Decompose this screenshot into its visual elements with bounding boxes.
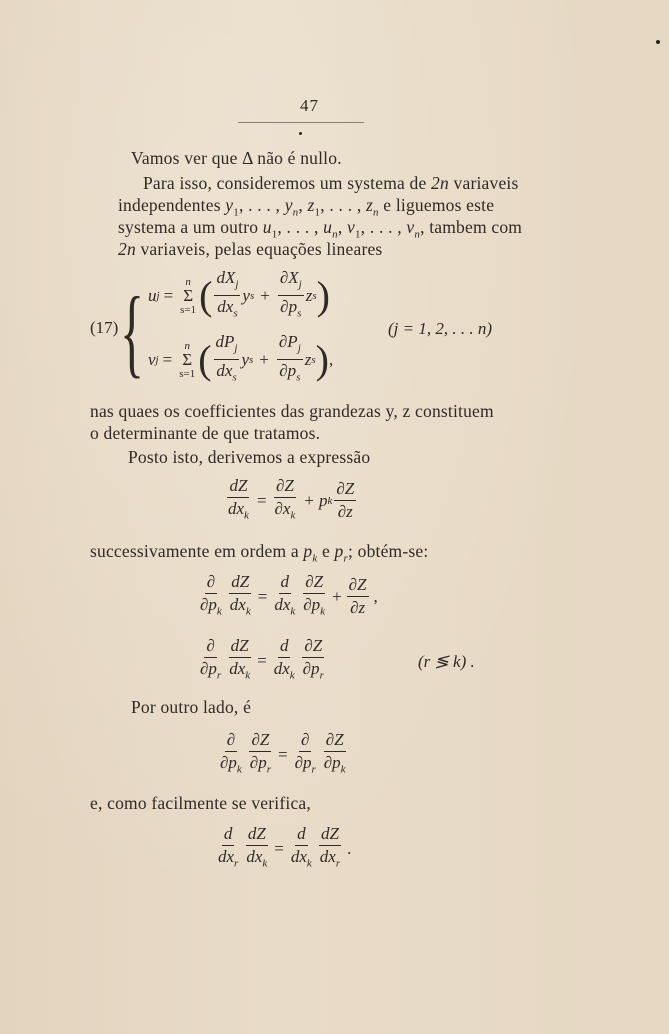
math-span: y: [284, 195, 293, 215]
math-span: u: [323, 217, 333, 237]
subscript: 1: [354, 228, 361, 241]
math-span: v: [346, 217, 355, 237]
numerator: dZ: [229, 636, 251, 658]
math-symbol: s=1: [179, 367, 196, 380]
equation-condition: (r ≶ k) .: [418, 652, 475, 671]
sigma-operator: [180, 276, 196, 316]
math-symbol: dP: [215, 332, 235, 351]
math-symbol: ∂p: [200, 595, 217, 614]
denominator: [301, 658, 326, 685]
text-span: , . . . ,: [360, 217, 407, 237]
text-span: ; obtém-se:: [347, 541, 429, 561]
denominator: $\partial x_k$: [274, 499, 296, 522]
subscript: 1: [233, 206, 239, 219]
subscript: r: [311, 763, 316, 776]
denominator: [214, 360, 238, 387]
numerator: ∂Z: [324, 730, 346, 752]
subscript: j: [155, 353, 159, 366]
subscript: s: [296, 371, 301, 384]
subscript: r: [266, 763, 271, 776]
equation-dZ: $\frac{dZ}{dx_k}$ = $\frac{\partial Z}{\partial x_k}$ + p k $\frac{\partial Z}{\partial z}$: [224, 476, 358, 525]
text-line: Vamos ver que Δ não é nullo.: [131, 148, 342, 168]
subscript: s: [311, 353, 316, 366]
text-span: ,: [298, 195, 308, 215]
text-span: , . . . ,: [320, 195, 366, 215]
numerator: ∂: [299, 730, 311, 752]
fraction: [301, 572, 327, 621]
numerator: dZ: [229, 572, 251, 594]
numerator: [277, 332, 303, 360]
numerator: d: [278, 636, 291, 658]
math-symbol: ∂p: [280, 297, 298, 317]
math-symbol: Σ: [182, 349, 193, 369]
fraction: [218, 730, 244, 779]
math-symbol: dx: [290, 847, 307, 866]
fraction: [277, 332, 303, 388]
fraction: [301, 636, 326, 685]
text-line: o determinante de que tratamos.: [90, 423, 321, 443]
math-span: 2n: [431, 173, 449, 193]
denominator: [228, 594, 253, 621]
text-span: , . . . ,: [238, 195, 285, 215]
math-span: v: [406, 217, 415, 237]
denominator: [227, 658, 252, 685]
numerator: ∂Z: [347, 575, 369, 597]
text-line: successivamente em ordem a $p_k$ e $p_r$; obtém-se:: [90, 541, 429, 565]
paren-close: ): [315, 337, 329, 383]
denominator: ∂z: [350, 598, 366, 618]
equation-u: [148, 268, 330, 324]
subscript: k: [327, 494, 333, 507]
text-span: systema a um outro: [118, 217, 263, 237]
math-symbol: ∂p: [302, 659, 320, 678]
math-symbol: ∂X: [279, 268, 299, 287]
subscript: k: [262, 857, 268, 870]
math-span: z: [307, 195, 315, 215]
fraction: [228, 572, 253, 621]
subscript: j: [234, 342, 238, 355]
math-symbol: u: [148, 285, 157, 305]
math-symbol: y: [242, 285, 250, 305]
denominator: [215, 296, 239, 323]
numerator: dZ: [246, 824, 268, 846]
math-span: y: [225, 195, 234, 215]
subscript: j: [156, 289, 160, 302]
math-symbol: s=1: [180, 303, 197, 316]
numerator: ∂: [225, 730, 237, 752]
subscript: n: [292, 206, 299, 219]
fraction: [198, 636, 223, 685]
math-symbol: ∂p: [279, 361, 297, 381]
text-span: , . . . ,: [277, 217, 324, 237]
subscript: k: [320, 605, 326, 618]
numerator: ∂: [205, 572, 217, 594]
subscript: k: [306, 857, 312, 870]
numerator: [214, 332, 240, 360]
math-symbol: dx: [319, 847, 336, 866]
paren-close: ): [316, 273, 330, 319]
numerator: dZ: [227, 476, 249, 498]
ink-dot: [299, 132, 302, 135]
subscript: r: [234, 857, 239, 870]
math-symbol: y: [241, 349, 250, 369]
denominator: [278, 296, 303, 323]
denominator: [322, 752, 348, 779]
subscript: n: [332, 228, 338, 241]
denominator: [218, 752, 244, 779]
numerator: d: [295, 824, 308, 846]
fraction: [248, 730, 273, 779]
denominator: [272, 594, 297, 621]
math-symbol: ∂p: [294, 753, 312, 772]
text-span: variaveis, pelas equações lineares: [135, 239, 383, 259]
text-line: [118, 238, 382, 260]
subscript: k: [216, 605, 222, 618]
text-line: e, como facilmente se verifica,: [90, 793, 311, 813]
numerator: d: [279, 572, 292, 594]
numerator: ∂: [204, 636, 216, 658]
subscript: 1: [314, 206, 321, 219]
subscript: n: [414, 228, 421, 241]
fraction: [227, 636, 252, 685]
numerator: d: [222, 824, 235, 846]
subscript: k: [236, 763, 242, 776]
numerator: ∂Z: [249, 730, 271, 752]
fraction: [272, 572, 297, 621]
numerator: [278, 268, 304, 296]
math-symbol: dx: [216, 361, 233, 381]
math-symbol: +: [260, 285, 270, 305]
numerator: ∂Z: [303, 572, 325, 594]
text-span: e liguemos este: [378, 195, 495, 215]
subscript: s: [312, 289, 317, 302]
math-symbol: v: [148, 349, 156, 369]
denominator: [198, 658, 223, 685]
paren-open: (: [199, 273, 213, 319]
subscript: k: [290, 605, 296, 618]
fraction: [216, 824, 240, 873]
equation-v: [148, 332, 333, 388]
fraction: [289, 824, 314, 873]
text-span: independentes: [118, 195, 226, 215]
left-brace: {: [120, 276, 144, 387]
math-symbol: +: [259, 349, 269, 369]
numerator: dZ: [319, 824, 341, 846]
math-symbol: dx: [217, 297, 234, 317]
numerator: ∂Z: [302, 636, 324, 658]
fraction: [214, 332, 240, 388]
subscript: r: [343, 552, 348, 565]
fraction: [293, 730, 318, 779]
page-number: 47: [300, 96, 319, 115]
subscript: n: [373, 206, 379, 219]
subscript: r: [335, 857, 341, 870]
sigma-operator: [179, 340, 195, 380]
subscript: 1: [271, 228, 278, 241]
denominator: [301, 594, 327, 621]
math-symbol: dx: [246, 847, 263, 866]
math-symbol: dx: [218, 847, 235, 866]
text-span: Para isso, consideremos um systema de: [143, 173, 432, 193]
math-span: u: [262, 217, 272, 237]
denominator: [244, 846, 269, 873]
subscript: k: [245, 669, 251, 682]
math-symbol: ∂p: [249, 753, 267, 772]
denominator: [198, 594, 224, 621]
math-symbol: ∂p: [220, 753, 237, 772]
math-symbol: n: [184, 339, 190, 352]
math-symbol: ∂P: [278, 332, 298, 351]
subscript: j: [297, 342, 301, 355]
fraction: [322, 730, 348, 779]
denominator: [216, 846, 240, 873]
denominator: [318, 846, 342, 873]
math-symbol: =: [162, 349, 173, 369]
subscript: k: [312, 552, 318, 565]
denominator: ∂z: [337, 502, 353, 522]
ink-dot: [656, 40, 660, 44]
numerator: ∂Z: [274, 476, 296, 498]
fraction: [347, 575, 369, 618]
fraction: [244, 824, 269, 873]
denominator: [293, 752, 318, 779]
math-symbol: dx: [273, 659, 290, 678]
paren-open: (: [198, 337, 212, 383]
subscript: k: [244, 509, 249, 522]
math-symbol: dx: [229, 659, 246, 678]
math-symbol: z: [304, 349, 312, 369]
fraction: [226, 476, 251, 525]
equation-b1: $\frac{\partial}{\partial p_k}$ $\frac{dZ}{dx_k}$ = $\frac{d}{dx_k}$ $\frac{\partial Z}{\partial p_k}$ + $\frac{\partial Z}{\partial z}$ ,: [196, 572, 378, 621]
subscript: k: [289, 669, 295, 682]
math-symbol: n: [185, 275, 191, 288]
numerator: ∂Z: [334, 479, 356, 501]
fraction: [334, 479, 356, 522]
math-symbol: =: [163, 285, 174, 305]
subscript: k: [290, 509, 296, 522]
text-span: ,: [337, 217, 347, 237]
subscript: s: [297, 307, 302, 320]
equation-d: $\frac{d}{dx_r}$ $\frac{dZ}{dx_k}$ = $\frac{d}{dx_k}$ $\frac{dZ}{dx_r}$ .: [214, 824, 351, 873]
denominator: [248, 752, 273, 779]
fraction: [214, 268, 240, 324]
equation-c: $\frac{\partial}{\partial p_k}$ $\frac{\partial Z}{\partial p_r}$ = $\frac{\partial}{\partial p_r}$ $\frac{\partial Z}{\partial p_k}$: [216, 730, 350, 779]
fraction: [272, 636, 297, 685]
text-span: e: [317, 541, 335, 561]
math-symbol: dX: [216, 268, 236, 287]
math-symbol: z: [305, 285, 313, 305]
subscript: r: [319, 669, 324, 682]
subscript: s: [232, 371, 237, 384]
subscript: j: [235, 278, 239, 291]
math-symbol: ,: [328, 349, 334, 369]
subscript: k: [245, 605, 251, 618]
text-span: variaveis: [448, 173, 519, 193]
text-line: Por outro lado, é: [131, 697, 252, 717]
math-symbol: ∂p: [323, 753, 341, 772]
subscript: j: [298, 278, 302, 291]
fraction: [318, 824, 342, 873]
fraction: [198, 572, 224, 621]
subscript: s: [233, 307, 238, 320]
math-span: z: [366, 195, 374, 215]
equation-b2: $\frac{\partial}{\partial p_r}$ $\frac{dZ}{dx_k}$ = $\frac{d}{dx_k}$ $\frac{\partial Z}{\partial p_r}$: [196, 636, 328, 685]
math-span: 2n: [118, 239, 136, 259]
equation-condition: (j = 1, 2, . . . n): [388, 319, 493, 338]
denominator: [289, 846, 314, 873]
header-rule: [238, 122, 364, 123]
subscript: s: [249, 289, 255, 302]
numerator: [214, 268, 240, 296]
math-symbol: p: [318, 490, 328, 510]
text-line: nas quaes os coefficientes das grandezas y, z constituem: [90, 401, 494, 421]
math-symbol: .: [347, 838, 352, 858]
math-symbol: Σ: [183, 285, 194, 305]
text-span: , tambem com: [420, 217, 523, 237]
subscript: k: [340, 763, 346, 776]
subscript: s: [249, 353, 254, 366]
denominator: [277, 360, 302, 387]
math-symbol: dx: [229, 595, 246, 614]
math-symbol: ∂p: [303, 595, 321, 614]
text-span: successivamente em ordem a: [90, 541, 304, 561]
math-symbol: dx: [274, 595, 291, 614]
math-symbol: ,: [373, 586, 378, 606]
text-line: [143, 172, 519, 194]
denominator: [226, 498, 251, 525]
equation-label: (17): [90, 318, 119, 337]
math-symbol: ∂p: [200, 659, 217, 678]
fraction: [273, 476, 298, 525]
denominator: [272, 658, 297, 685]
text-line: Posto isto, derivemos a expressão: [128, 447, 371, 467]
fraction: [278, 268, 304, 324]
subscript: r: [216, 669, 222, 682]
math-symbol: dx: [228, 499, 245, 518]
